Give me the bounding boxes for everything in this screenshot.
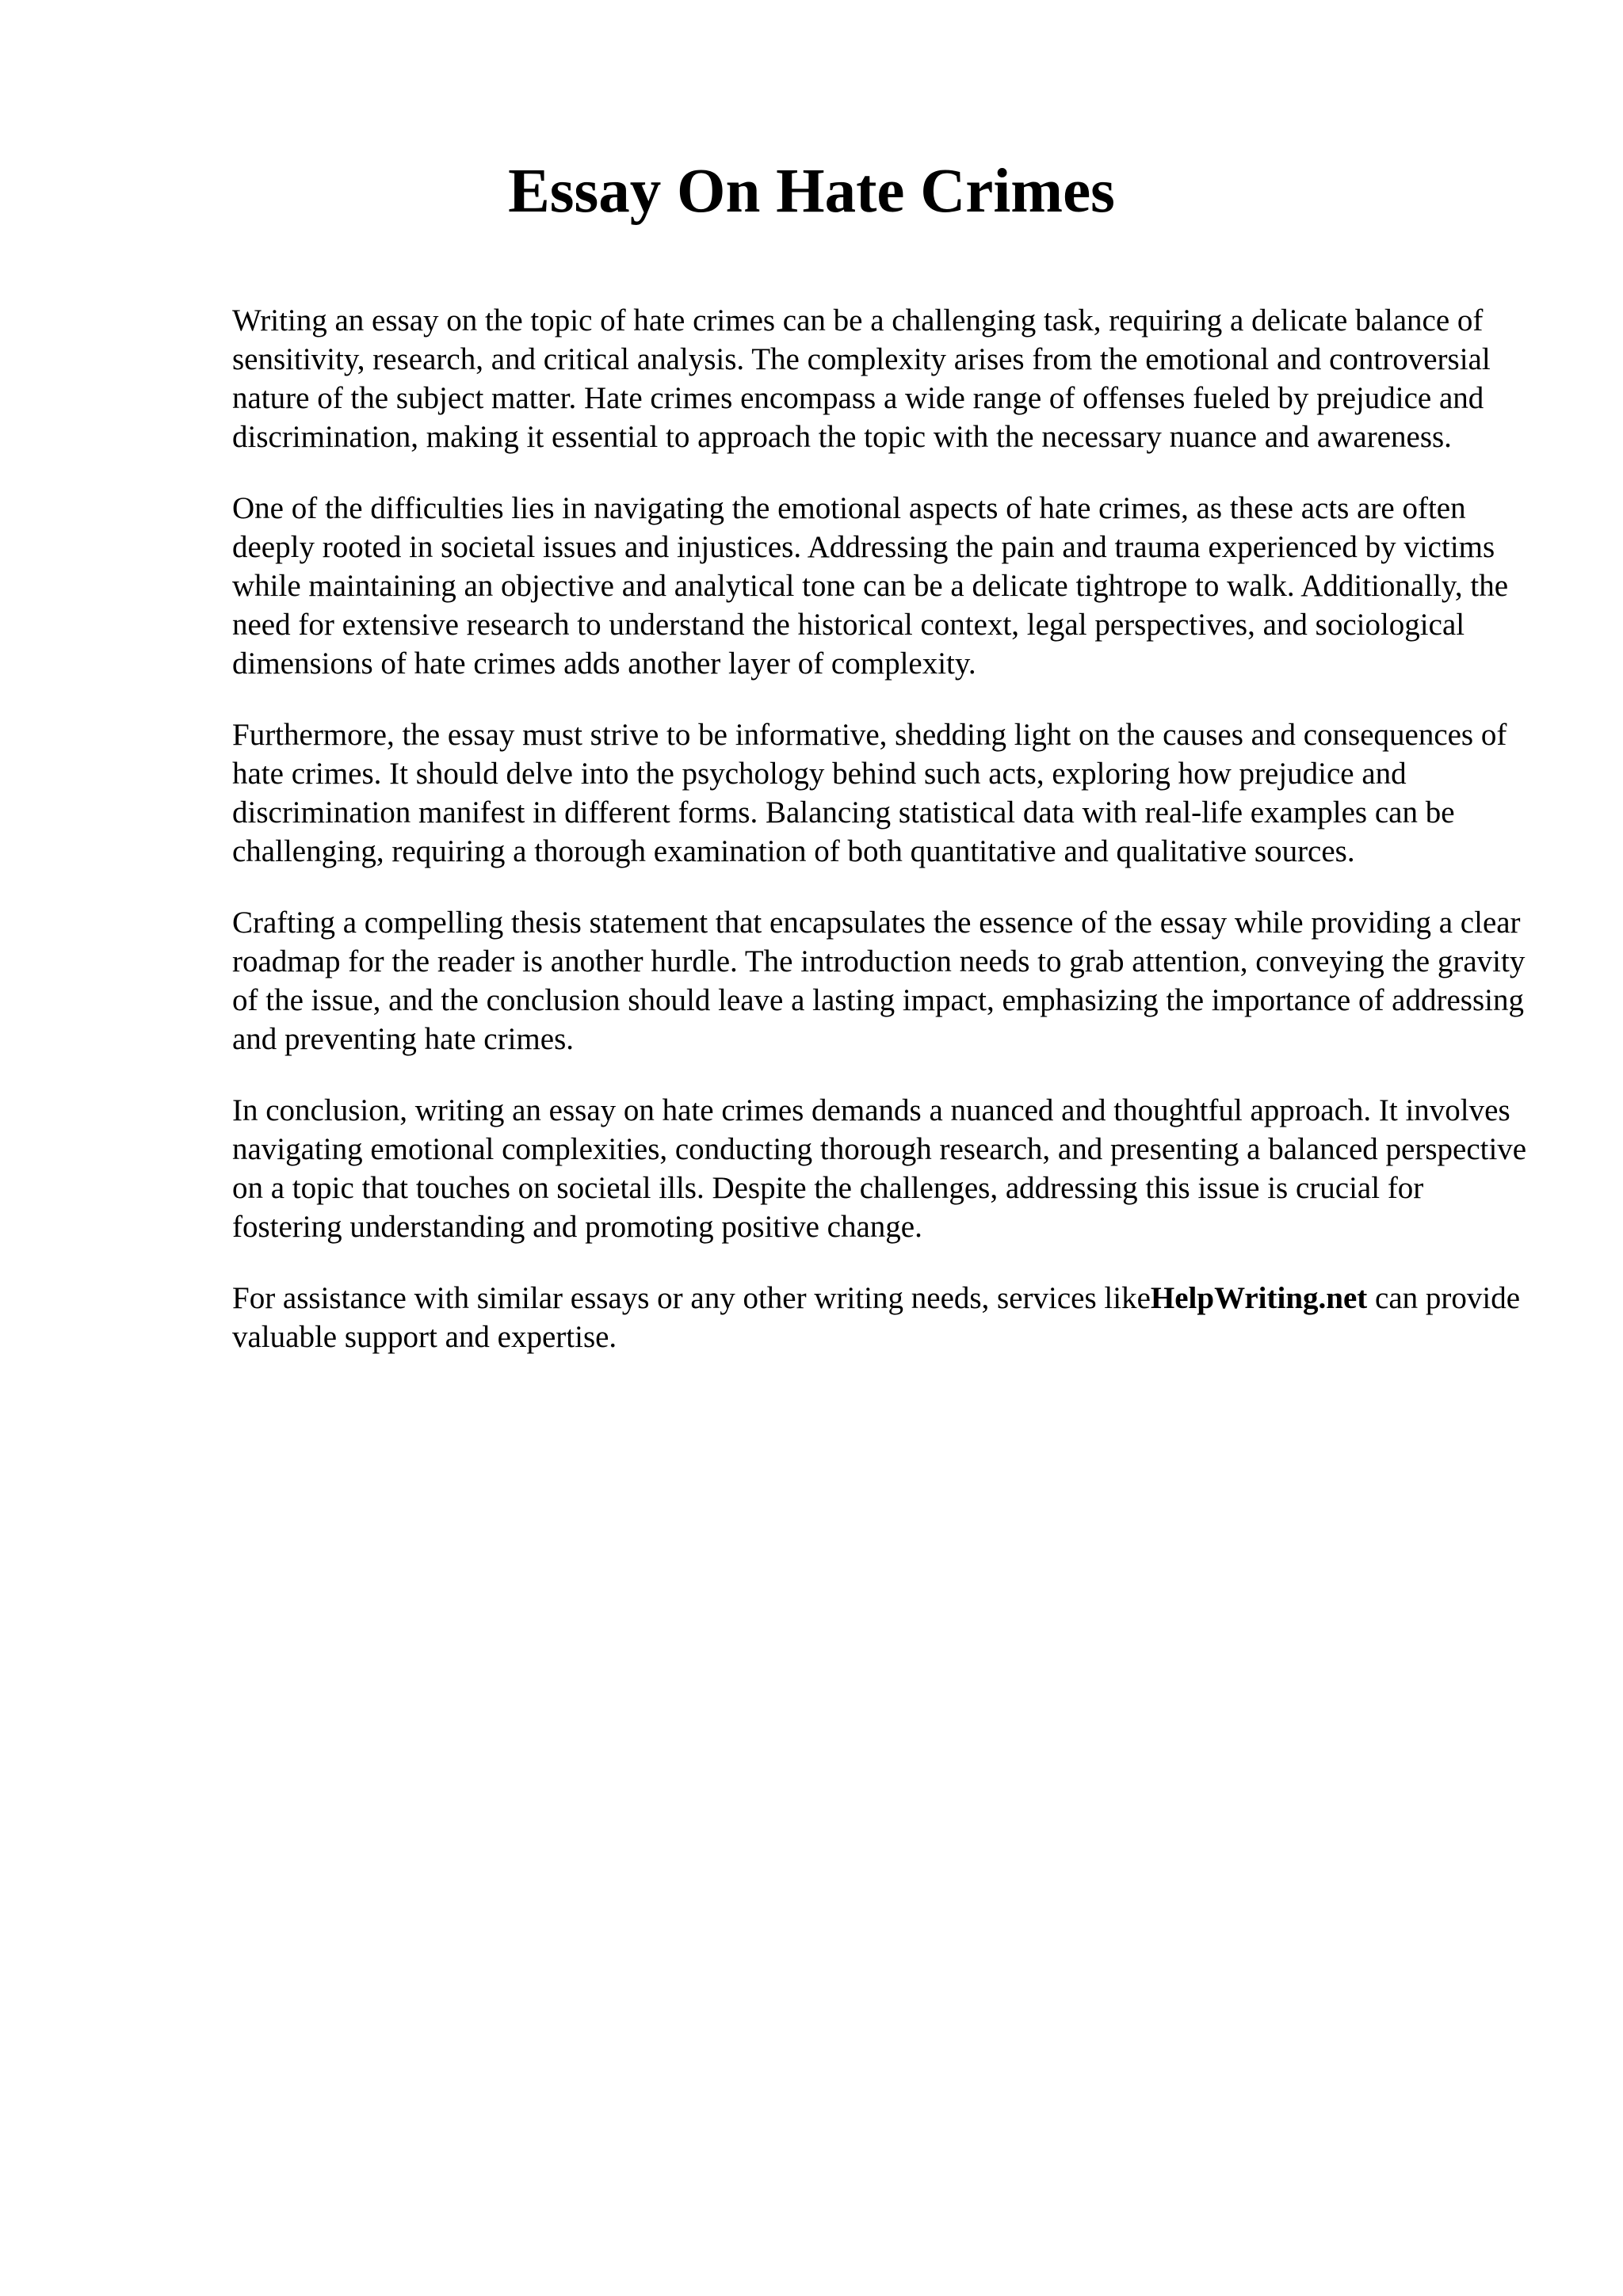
essay-title: Essay On Hate Crimes <box>508 157 1115 226</box>
closing-text-after: can provide valuable support and expertise. <box>232 1281 1521 1354</box>
brand-name: HelpWriting.net <box>1150 1281 1368 1315</box>
essay-body <box>232 301 1532 1389</box>
closing-text-before: For assistance with similar essays or any other writing needs, services like <box>232 1281 1151 1315</box>
paragraph-emotional-aspects: One of the difficulties lies in navigating the emotional aspects of hate crimes, as these acts are often deeply rooted in societal issues and injustices. Addressing the pain and trauma experienced by victims while maintaining an objective and analytical tone can be a delicate tightrope to walk. Additionally, the need for extensive research to understand the historical context, legal perspectives, and sociological dimensions of hate crimes adds another layer of complexity. <box>232 491 1509 681</box>
paragraph-thesis: Crafting a compelling thesis statement that encapsulates the essence of the essay while providing a clear roadmap for the reader is another hurdle. The introduction needs to grab attention, conveying the gravity of the issue, and the conclusion should leave a lasting impact, emphasizing the importance of addressing and preventing hate crimes. <box>232 906 1526 1056</box>
paragraph-intro: Writing an essay on the topic of hate crimes can be a challenging task, requiring a delicate balance of sensitivity, research, and critical analysis. The complexity arises from the emotional and controversial nature of the subject matter. Hate crimes encompass a wide range of offenses fueled by prejudice and discrimination, making it essential to approach the topic with the necessary nuance and awareness. <box>232 303 1491 454</box>
paragraph-conclusion: In conclusion, writing an essay on hate crimes demands a nuanced and thoughtful approach. It involves navigating emotional complexities, conducting thorough research, and presenting a balanced perspective on a topic that touches on societal ills. Despite the challenges, addressing this issue is crucial for fostering understanding and promoting positive change. <box>232 1093 1527 1244</box>
paragraph-informative: Furthermore, the essay must strive to be informative, shedding light on the causes and consequences of hate crimes. It should delve into the psychology behind such acts, exploring how prejudice and discrimination manifest in different forms. Balancing statistical data with real-life examples can be challenging, requiring a thorough examination of both quantitative and qualitative sources. <box>232 718 1507 868</box>
paragraph-closing <box>232 1279 1532 1356</box>
